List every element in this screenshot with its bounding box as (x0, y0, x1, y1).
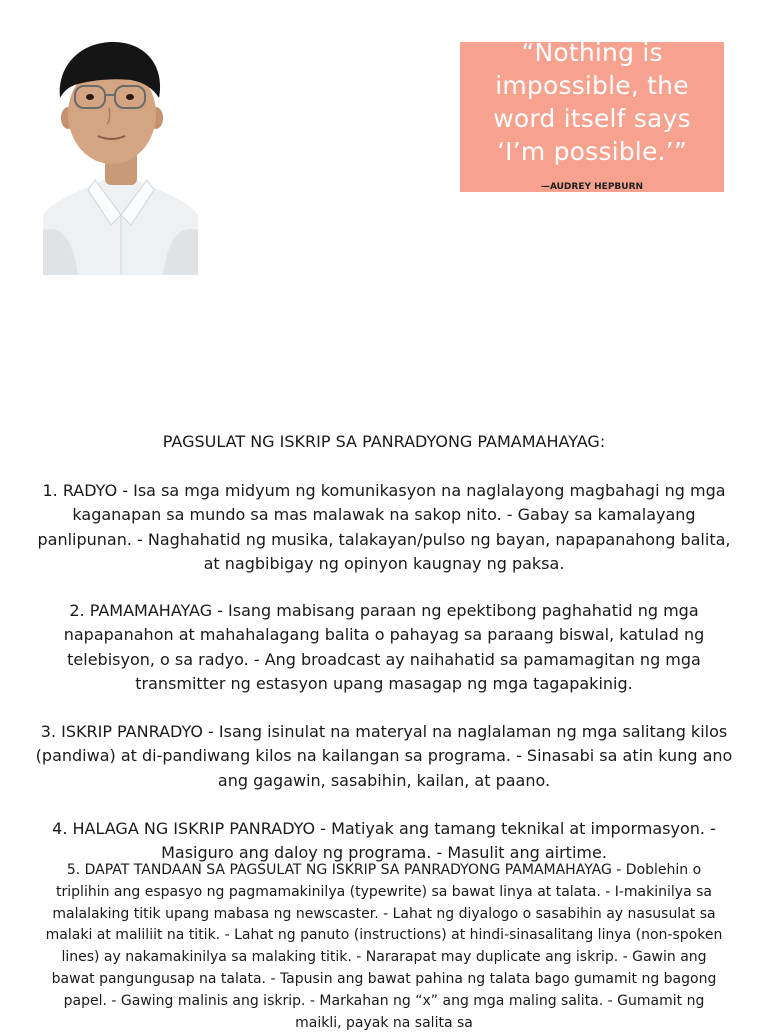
document-title: PAGSULAT NG ISKRIP SA PANRADYONG PAMAMAHAYAG: (162, 432, 606, 451)
quote-author: —AUDREY HEPBURN (540, 182, 644, 192)
quote-text: “Nothing is impossible, the word itself says ‘I’m possible.’” (493, 42, 691, 166)
paragraph-halaga-ng-iskrip: 4. HALAGA NG ISKRIP PANRADYO - Matiyak ang tamang teknikal at impormasyon. - Masiguro ang daloy ng programa. - Masulit ang airtime. (52, 819, 716, 863)
paragraph-pamamahayag: 2. PAMAMAHAYAG - Isang mabisang paraan ng epektibong paghahatid ng mga napapanahon at mahahalagang balita o pahayag sa paraang biswal, katulad ng telebisyon, o sa radyo. - Ang broadcast ay naihahatid sa pamamagitan ng mga transmitter ng estasyon upang masagap ng mga tagapakinig. (63, 601, 705, 693)
paragraph-radyo: 1. RADYO - Isa sa mga midyum ng komunikasyon na naglalayong magbahagi ng mga kaganapan sa mundo sa mas malawak na sakop nito. - Gabay sa kamalayang panlipunan. - Naghahatid ng musika, talakayan/pulso ng bayan, napapanahong balita, at nagbibigay ng opinyon kaugnay ng paksa. (37, 481, 731, 573)
paragraph-iskrip-panradyo: 3. ISKRIP PANRADYO - Isang isinulat na materyal na naglalaman ng mga salitang kilos (pandiwa) at di-pandiwang kilos na kailangan sa programa. - Sinasabi sa atin kung ano ang gagawin, sasabihin, kailan, at paano. (35, 722, 733, 790)
quote-card (460, 42, 724, 192)
paragraph-dapat-tandaan: 5. DAPAT TANDAAN SA PAGSULAT NG ISKRIP SA PANRADYONG PAMAMAHAYAG - Doblehin o triplihin ang espasyo ng pagmamakinilya (typewrite) sa bawat linya at talata. - I-makinilya sa malalaking titik upang mabasa ng newscaster. - Lahat ng diyalogo o sasabihin ay nasusulat sa malaki at maliliit na titik. - Lahat ng panuto (instructions) at hindi-sinasalitang linya (non-spoken lines) ay nakamakinilya sa malaking titik. - Nararapat may duplicate ang iskrip. - Gawin ang bawat pangungusap na talata. - Tapusin ang bawat pahina ng talata bago gumamit ng bagong papel. - Gawing malinis ang iskrip. - Markahan ng “x” ang mga maling salita. - Gumamit ng maikli, payak na salita sa (45, 862, 723, 1031)
student-photo (43, 40, 198, 275)
